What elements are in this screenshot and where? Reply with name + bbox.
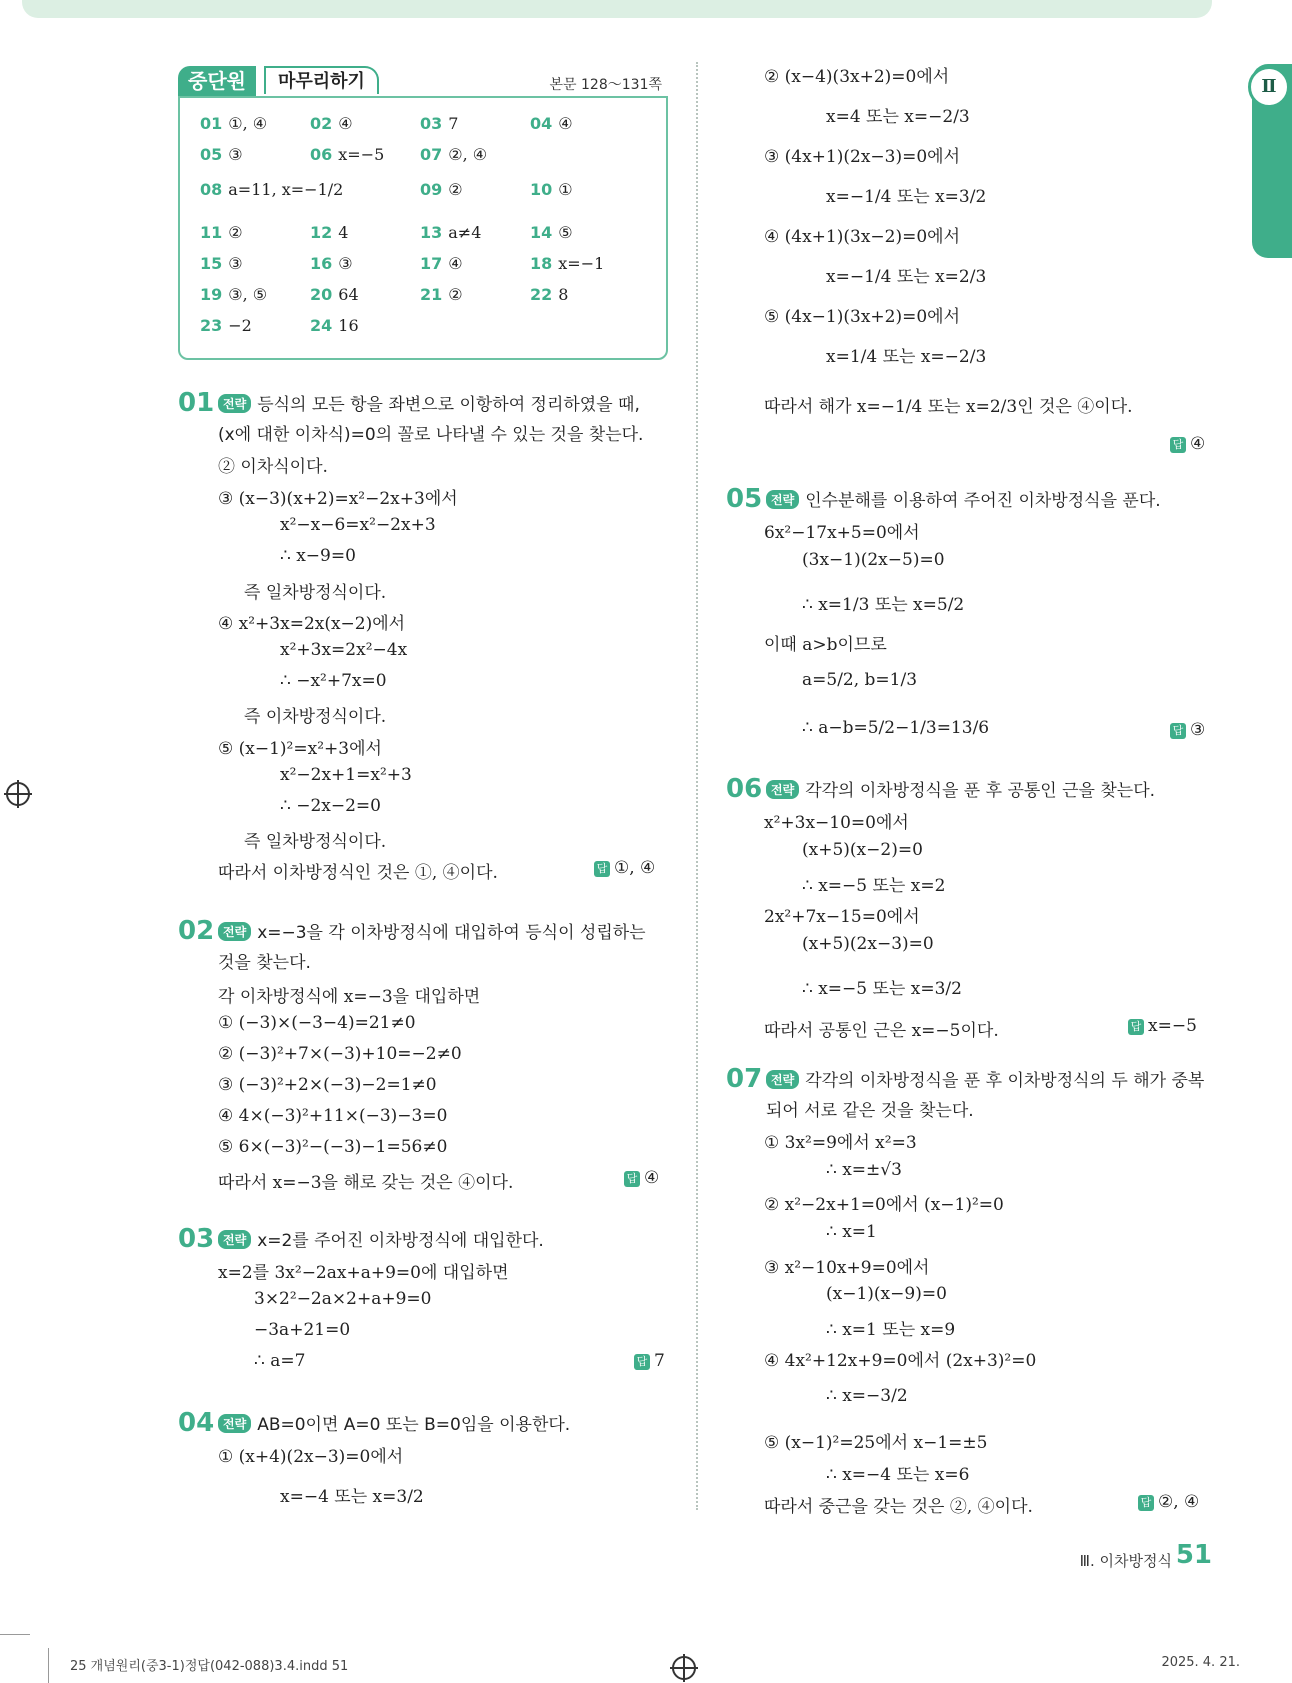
summary-answer-01: 01 ①, ④: [200, 114, 268, 133]
text-line: (x+5)(x−2)=0: [802, 840, 923, 860]
text-line: 2x²+7x−15=0에서: [764, 907, 920, 927]
crop-line: [0, 1634, 30, 1635]
text-line: ③ (x−3)(x+2)=x²−2x+3에서: [218, 489, 458, 509]
text-line: a=5/2, b=1/3: [802, 670, 918, 690]
top-band: [22, 0, 1212, 18]
text-line: ∴ x=±√3: [826, 1160, 902, 1180]
summary-answer-15: 15 ③: [200, 254, 243, 273]
date-footer: 2025. 4. 21.: [1161, 1655, 1240, 1670]
summary-header: [178, 62, 668, 96]
answer-mark-05: 답 ③: [1170, 720, 1205, 740]
text-line: 즉 일차방정식이다.: [244, 583, 387, 603]
text-line: ② 이차식이다.: [218, 457, 328, 477]
strategy-badge: 전략: [218, 394, 251, 413]
text-line: ② (−3)²+7×(−3)+10=−2≠0: [218, 1044, 462, 1064]
registration-mark: [672, 1656, 696, 1680]
question-number-01: 01: [178, 388, 215, 418]
summary-answer-16: 16 ③: [310, 254, 353, 273]
text-line: ∴ −2x−2=0: [280, 796, 381, 816]
text-line: ① 3x²=9에서 x²=3: [764, 1133, 917, 1153]
crop-line: [48, 1648, 49, 1683]
summary-answer-20: 20 64: [310, 285, 359, 304]
text-line: (x+5)(2x−3)=0: [802, 934, 934, 954]
text-line: ⑤ 6×(−3)²−(−3)−1=56≠0: [218, 1137, 448, 1157]
text-line: ∴ −x²+7x=0: [280, 671, 387, 691]
summary-answer-11: 11 ②: [200, 223, 243, 242]
text-line: ∴ a=7: [254, 1351, 306, 1371]
text-line: 각 이차방정식에 x=−3을 대입하면: [218, 987, 481, 1007]
text-line: ∴ x=−4 또는 x=6: [826, 1465, 970, 1485]
text-line: x=−1/4 또는 x=3/2: [826, 187, 987, 207]
text-line: x=1/4 또는 x=−2/3: [826, 347, 987, 367]
summary-answer-12: 12 4: [310, 223, 349, 242]
strategy-06: 전략 각각의 이차방정식을 푼 후 공통인 근을 찾는다.: [766, 776, 1155, 801]
summary-answer-10: 10 ①: [530, 180, 573, 199]
summary-page-ref: 본문 128～131쪽: [549, 77, 662, 93]
file-footer: 25 개념원리(중3-1)정답(042-088)3.4.indd 51: [70, 1659, 349, 1674]
text-line: 이때 a>b이므로: [764, 635, 887, 655]
summary-tag: 중단원: [178, 66, 256, 96]
summary-answer-13: 13 a≠4: [420, 223, 482, 242]
text-line: (x에 대한 이차식)=0의 꼴로 나타낼 수 있는 것을 찾는다.: [218, 425, 644, 445]
text-line: x=2를 3x²−2ax+a+9=0에 대입하면: [218, 1263, 509, 1283]
answer-mark-03: 답 7: [634, 1351, 665, 1371]
text-line: ∴ x=1 또는 x=9: [826, 1320, 956, 1340]
strategy-02: 전략 x=−3을 각 이차방정식에 대입하여 등식이 성립하는: [218, 918, 646, 943]
text-line: 따라서 공통인 근은 x=−5이다.: [764, 1021, 999, 1041]
text-line: x=−1/4 또는 x=2/3: [826, 267, 987, 287]
text-line: 따라서 이차방정식인 것은 ①, ④이다.: [218, 863, 498, 883]
question-number-07: 07: [726, 1064, 763, 1094]
strategy-07: 전략 각각의 이차방정식을 푼 후 이차방정식의 두 해가 중복: [766, 1066, 1204, 1091]
text-line: ④ 4x²+12x+9=0에서 (2x+3)²=0: [764, 1351, 1037, 1371]
answer-mark-04: 답 ④: [1170, 434, 1205, 454]
summary-answer-19: 19 ③, ⑤: [200, 285, 268, 304]
summary-answer-21: 21 ②: [420, 285, 463, 304]
column-divider: [696, 62, 698, 1510]
text-line: 따라서 x=−3을 해로 갖는 것은 ④이다.: [218, 1173, 514, 1193]
summary-answer-box: [178, 96, 668, 360]
page-number: 51: [1175, 1540, 1212, 1570]
text-line: ① (x+4)(2x−3)=0에서: [218, 1447, 404, 1467]
summary-answer-22: 22 8: [530, 285, 569, 304]
registration-mark: [6, 782, 30, 806]
text-line: ⑤ (x−1)²=x²+3에서: [218, 739, 382, 759]
chapter-name: Ⅲ. 이차방정식: [1079, 1552, 1172, 1570]
text-line: ∴ x=1/3 또는 x=5/2: [802, 595, 965, 615]
answer-mark-06: 답 x=−5: [1128, 1016, 1197, 1036]
text-line: 것을 찾는다.: [218, 953, 311, 973]
summary-answer-06: 06 x=−5: [310, 145, 385, 164]
summary-answer-07: 07 ②, ④: [420, 145, 488, 164]
text-line: ④ (4x+1)(3x−2)=0에서: [764, 227, 961, 247]
text-line: ∴ x=−3/2: [826, 1386, 908, 1406]
text-line: 따라서 해가 x=−1/4 또는 x=2/3인 것은 ④이다.: [764, 397, 1133, 417]
summary-answer-14: 14 ⑤: [530, 223, 573, 242]
text-line: 되어 서로 같은 것을 찾는다.: [766, 1101, 974, 1121]
summary-answer-08: 08 a=11, x=−1/2: [200, 180, 344, 199]
question-number-03: 03: [178, 1224, 215, 1254]
text-line: x²+3x−10=0에서: [764, 813, 909, 833]
summary-answer-02: 02 ④: [310, 114, 353, 133]
chapter-side-mark: Ⅱ: [1248, 66, 1290, 108]
summary-answer-09: 09 ②: [420, 180, 463, 199]
text-line: x=−4 또는 x=3/2: [280, 1487, 424, 1507]
question-number-06: 06: [726, 774, 763, 804]
strategy-01: 전략 등식의 모든 항을 좌변으로 이항하여 정리하였을 때,: [218, 390, 640, 415]
question-number-04: 04: [178, 1408, 215, 1438]
question-number-05: 05: [726, 484, 763, 514]
text-line: 즉 일차방정식이다.: [244, 832, 387, 852]
text-line: 즉 이차방정식이다.: [244, 707, 387, 727]
strategy-05: 전략 인수분해를 이용하여 주어진 이차방정식을 푼다.: [766, 486, 1161, 511]
summary-answer-04: 04 ④: [530, 114, 573, 133]
text-line: ③ (4x+1)(2x−3)=0에서: [764, 147, 961, 167]
text-line: 따라서 중근을 갖는 것은 ②, ④이다.: [764, 1497, 1033, 1517]
text-line: ∴ a−b=5/2−1/3=13/6: [802, 718, 990, 738]
summary-answer-24: 24 16: [310, 316, 359, 335]
summary-answer-23: 23 −2: [200, 316, 252, 335]
answer-mark-02: 답 ④: [624, 1168, 659, 1188]
strategy-04: 전략 AB=0이면 A=0 또는 B=0임을 이용한다.: [218, 1410, 570, 1435]
answer-mark-01: 답 ①, ④: [594, 858, 655, 878]
summary-answer-17: 17 ④: [420, 254, 463, 273]
text-line: x²−x−6=x²−2x+3: [280, 515, 436, 535]
summary-answer-18: 18 x=−1: [530, 254, 605, 273]
summary-answer-05: 05 ③: [200, 145, 243, 164]
text-line: ⑤ (x−1)²=25에서 x−1=±5: [764, 1433, 988, 1453]
text-line: ④ 4×(−3)²+11×(−3)−3=0: [218, 1106, 448, 1126]
strategy-03: 전략 x=2를 주어진 이차방정식에 대입한다.: [218, 1226, 544, 1251]
text-line: 6x²−17x+5=0에서: [764, 523, 920, 543]
summary-answer-03: 03 7: [420, 114, 459, 133]
text-line: ③ (−3)²+2×(−3)−2=1≠0: [218, 1075, 437, 1095]
text-line: ∴ x=−5 또는 x=3/2: [802, 979, 962, 999]
text-line: x²−2x+1=x²+3: [280, 765, 412, 785]
text-line: ② (x−4)(3x+2)=0에서: [764, 67, 950, 87]
answer-mark-07: 답 ②, ④: [1138, 1492, 1199, 1512]
text-line: 3×2²−2a×2+a+9=0: [254, 1289, 432, 1309]
text-line: x=4 또는 x=−2/3: [826, 107, 970, 127]
text-line: x²+3x=2x²−4x: [280, 640, 408, 660]
question-number-02: 02: [178, 916, 215, 946]
text-line: ② x²−2x+1=0에서 (x−1)²=0: [764, 1195, 1004, 1215]
text-line: ∴ x=−5 또는 x=2: [802, 876, 946, 896]
text-line: ∴ x=1: [826, 1222, 877, 1242]
summary-title: 마무리하기: [264, 66, 379, 94]
text-line: ① (−3)×(−3−4)=21≠0: [218, 1013, 416, 1033]
text-line: −3a+21=0: [254, 1320, 351, 1340]
text-line: ∴ x−9=0: [280, 546, 356, 566]
text-line: (x−1)(x−9)=0: [826, 1284, 947, 1304]
text-line: (3x−1)(2x−5)=0: [802, 550, 945, 570]
text-line: ③ x²−10x+9=0에서: [764, 1258, 930, 1278]
text-line: ④ x²+3x=2x(x−2)에서: [218, 614, 406, 634]
text-line: ⑤ (4x−1)(3x+2)=0에서: [764, 307, 961, 327]
